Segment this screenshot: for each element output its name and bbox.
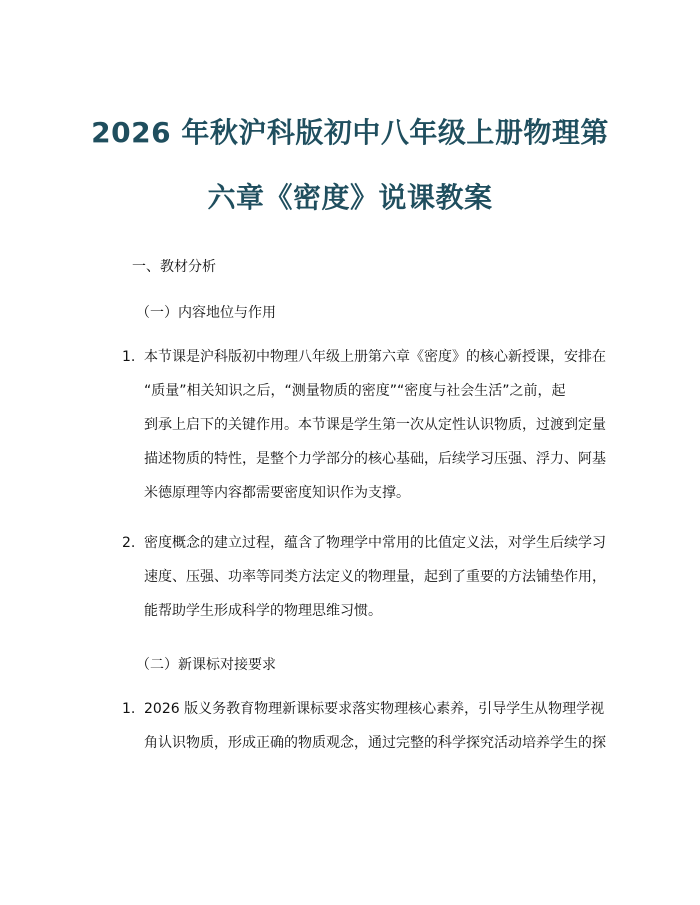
list-item-line: 密度概念的建立过程，蕴含了物理学中常用的比值定义法，对学生后续学习	[144, 535, 606, 551]
list-item-line: 米德原理等内容都需要密度知识作为支撑。	[144, 485, 410, 501]
section-heading-textbook-analysis: 一、教材分析	[132, 259, 216, 275]
list-item	[122, 692, 622, 760]
list-item	[122, 340, 622, 510]
list-item-line: 角认识物质，形成正确的物质观念，通过完整的科学探究活动培养学生的探	[144, 735, 606, 751]
list-item-number: 2.	[122, 535, 136, 551]
list-item-line: “质量”相关知识之后，“测量物质的密度”“密度与社会生活”之前，起	[144, 383, 566, 399]
list-item-line: 2026 版义务教育物理新课标要求落实物理核心素养，引导学生从物理学视	[144, 701, 605, 717]
list-item-line: 描述物质的特性，是整个力学部分的核心基础，后续学习压强、浮力、阿基	[144, 451, 606, 467]
list-item-number: 1.	[122, 349, 136, 365]
document-title-line-1: 2026 年秋沪科版初中八年级上册物理第	[91, 116, 609, 149]
subsection-heading-content-position: （一）内容地位与作用	[136, 305, 276, 321]
document-title-line-2: 六章《密度》说课教案	[207, 181, 493, 214]
list-item-number: 1.	[122, 701, 136, 717]
list-item-line: 本节课是沪科版初中物理八年级上册第六章《密度》的核心新授课，安排在	[144, 349, 606, 365]
list-item-line: 能帮助学生形成科学的物理思维习惯。	[144, 603, 382, 619]
list-item-line: 到承上启下的关键作用。本节课是学生第一次从定性认识物质，过渡到定量	[144, 417, 606, 433]
subsection-heading-curriculum-standard: （二）新课标对接要求	[136, 657, 276, 673]
list-item-line: 速度、压强、功率等同类方法定义的物理量，起到了重要的方法铺垫作用，	[144, 569, 606, 585]
list-item	[122, 526, 622, 628]
